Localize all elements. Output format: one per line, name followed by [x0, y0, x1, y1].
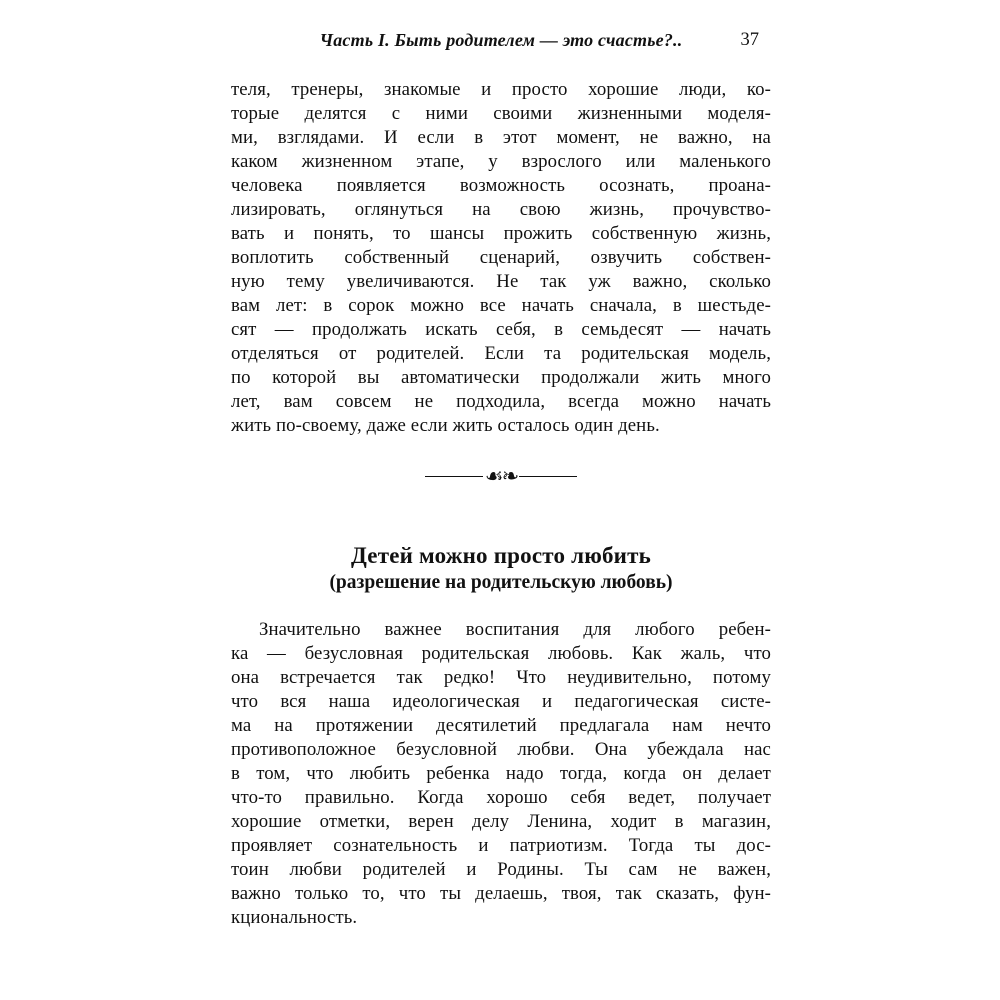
text-line: тоин любви родителей и Родины. Ты сам не важен, — [231, 859, 771, 880]
text-line: ка — безусловная родительская любовь. Как жаль, что — [231, 643, 771, 664]
running-header-title: Часть I. Быть родителем — это счастье?.. — [319, 30, 683, 50]
text-line: торые делятся с ними своими жизненными моделя- — [231, 103, 771, 124]
text-line: ную тему увеличиваются. Не так уж важно, сколько — [231, 271, 771, 292]
text-line: она встречается так редко! Что неудивительно, потому — [231, 667, 771, 688]
text-line: вать и понять, то шансы прожить собственную жизнь, — [231, 223, 771, 244]
section-heading — [231, 541, 771, 596]
text-line: каком жизненном этапе, у взрослого или маленького — [231, 151, 771, 172]
text-line: теля, тренеры, знакомые и просто хорошие люди, ко- — [231, 79, 771, 100]
page-number: 37 — [740, 30, 759, 50]
text-line: воплотить собственный сценарий, озвучить собствен- — [231, 247, 771, 268]
text-line: человека появляется возможность осознать, проана- — [231, 175, 771, 196]
text-line: противоположное безусловной любви. Она убеждала нас — [231, 739, 771, 760]
text-line: хорошие отметки, верен делу Ленина, ходит в магазин, — [231, 811, 771, 832]
text-column — [231, 30, 771, 930]
section-subtitle: (разрешение на родительскую любовь) — [329, 572, 673, 593]
text-line: по которой вы автоматически продолжали жить много — [231, 367, 771, 388]
text-line: ми, взглядами. И если в этот момент, не важно, на — [231, 127, 771, 148]
text-line: в том, что любить ребенка надо тогда, когда он делает — [231, 763, 771, 784]
paragraph-body — [231, 618, 771, 930]
section-title: Детей можно просто любить — [351, 543, 651, 568]
text-line: кциональность. — [231, 907, 358, 928]
text-line: что вся наша идеологическая и педагогическая систе- — [231, 691, 771, 712]
text-line: проявляет сознательность и патриотизм. Тогда ты дос- — [231, 835, 771, 856]
running-header — [231, 30, 771, 54]
text-line: жить по-своему, даже если жить осталось один день. — [231, 415, 660, 436]
text-line: вам лет: в сорок можно все начать сначала, в шестьде- — [231, 295, 771, 316]
text-line: Значительно важнее воспитания для любого ребен- — [259, 619, 771, 640]
divider-rule-left — [425, 476, 483, 477]
divider-rule-right — [519, 476, 577, 477]
fleuron-ornament-icon: ☙❧ — [484, 463, 518, 488]
text-line: лизировать, оглянуться на свою жизнь, прочувство- — [231, 199, 771, 220]
paragraph-continuation — [231, 78, 771, 438]
section-divider — [231, 463, 771, 489]
text-line: что-то правильно. Когда хорошо себя ведет, получает — [231, 787, 771, 808]
text-line: лет, вам совсем не подходила, всегда можно начать — [231, 391, 771, 412]
text-line: важно только то, что ты делаешь, твоя, так сказать, фун- — [231, 883, 771, 904]
text-line: отделяться от родителей. Если та родительская модель, — [231, 343, 771, 364]
text-line: ма на протяжении десятилетий предлагала нам нечто — [231, 715, 771, 736]
text-line: сят — продолжать искать себя, в семьдесят — начать — [231, 319, 771, 340]
